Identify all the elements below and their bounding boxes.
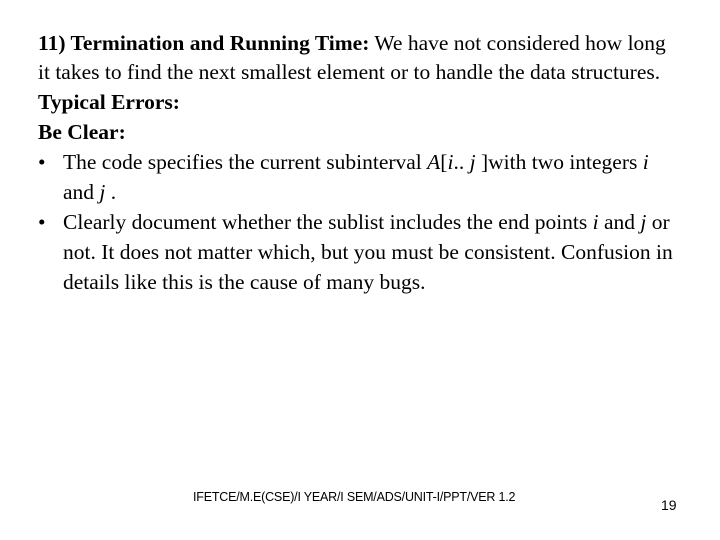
math-variable: j [469, 150, 476, 174]
bullet-text: and [598, 210, 641, 234]
bullet-text: Clearly document whether the sublist includes the end points [63, 210, 593, 234]
bullet-item-subinterval [38, 147, 678, 207]
bullet-text: [ [440, 150, 448, 174]
math-variable: A [427, 150, 441, 174]
bullet-text: The code specifies the current subinterval [63, 150, 428, 174]
be-clear-heading: Be Clear: [38, 120, 126, 144]
bullet-list [38, 147, 678, 297]
bullet-text: or not. It does not matter which, but you must be consistent. Confusion in details like this is the cause of many bugs. [63, 210, 673, 294]
bullet-text: ]with two integers [475, 150, 643, 174]
section-heading: 11) Termination and Running Time: [38, 31, 370, 55]
bullet-text: . [105, 180, 117, 204]
typical-errors-heading: Typical Errors: [38, 90, 180, 114]
math-variable: i [642, 150, 649, 174]
math-variable: j [640, 210, 647, 234]
termination-paragraph [38, 29, 678, 87]
bullet-text: .. [453, 150, 470, 174]
math-variable: i [592, 210, 599, 234]
math-variable: j [99, 180, 106, 204]
section-text: We have not considered how long it takes to find the next smallest element or to handle the data structures. [38, 31, 666, 84]
slide-content [38, 29, 678, 297]
page-number: 19 [661, 497, 677, 513]
bullet-item-sublist [38, 207, 678, 297]
bullet-icon: • [38, 150, 46, 174]
math-variable: i [447, 150, 454, 174]
footer-label: IFETCE/M.E(CSE)/I YEAR/I SEM/ADS/UNIT-I/PPT/VER 1.2 [193, 490, 516, 504]
bullet-icon: • [38, 210, 46, 234]
bullet-text: and [63, 180, 100, 204]
